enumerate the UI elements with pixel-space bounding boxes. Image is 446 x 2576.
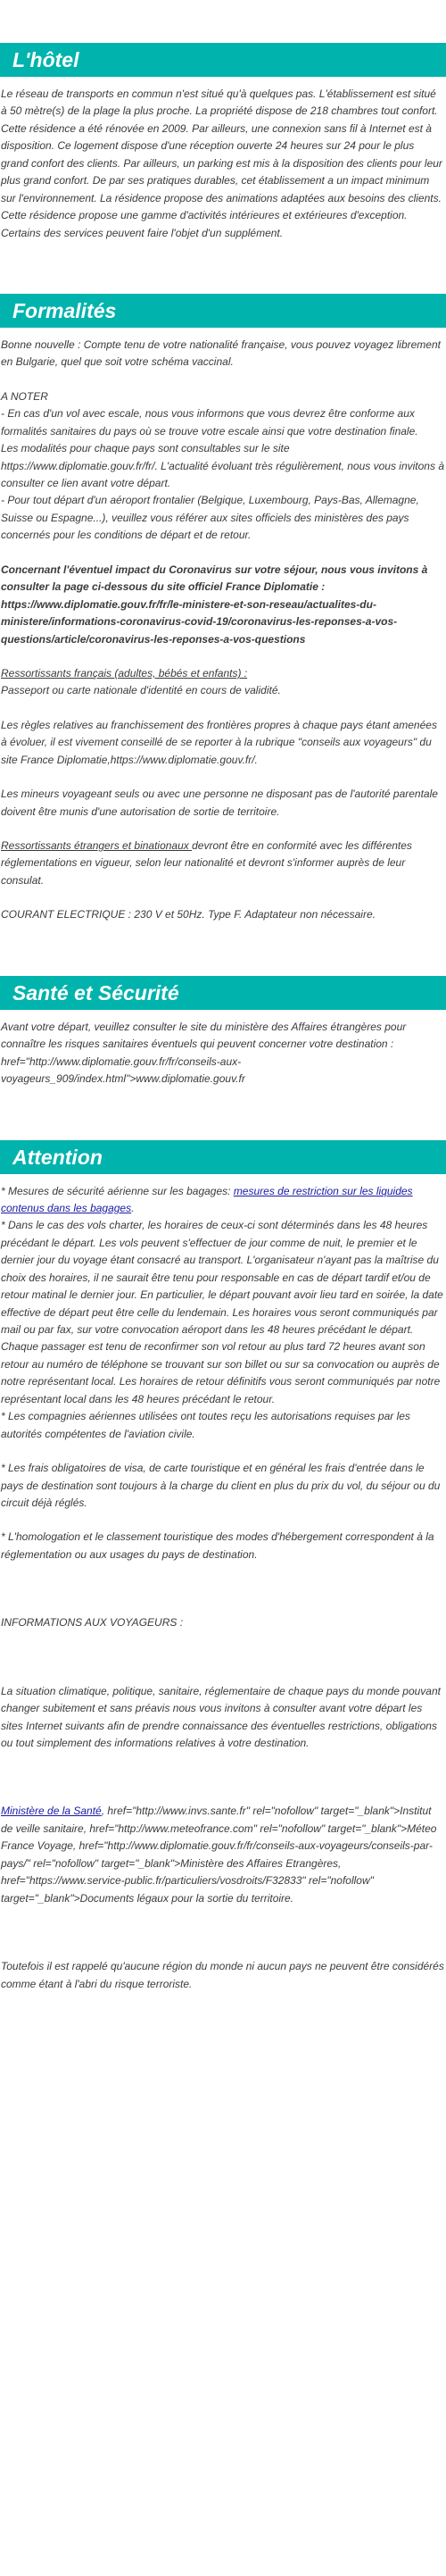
sante-title: Santé et Sécurité (0, 976, 446, 1010)
frais-obligatoires: * Les frais obligatoires de visa, de carte touristique et en général les frais d'entrée dans le pays de destination sont toujours à la charge du client en plus du prix du vol, du séjour ou du circuit déjà réglés. (1, 1462, 441, 1509)
hotel-description: Le réseau de transports en commun n'est situé qu'à quelques pas. L'établissement est situé à 50 mètre(s) de la plage la plus proche. La propriété dispose de 218 chambres tout confort. Cette résidence a été rénovée en 2009. Par ailleurs, une connexion sans fil à Internet est à disposition. Ce logement dispose d'une réception ouverte 24 heures sur 24 pour le plus grand confort des clients. Par ailleurs, un parking est mis à la disposition des clients pour leur plus grand confort. De par ses pratiques durables, cet établissement a un impact minimum sur l'environnement. La résidence propose des animations adaptées aux besoins des clients. Cette résidence propose une gamme d'activités intérieures et extérieures d'exception. Certains des services peuvent faire l'objet d'un supplément. (1, 88, 442, 239)
courant-electrique: COURANT ELECTRIQUE : 230 V et 50Hz. Type F. Adaptateur non nécessaire. (1, 908, 376, 921)
ressortissants-title: Ressortissants français (adultes, bébés et enfants) : (1, 666, 248, 679)
homologation: * L'homologation et le classement touristique des modes d'hébergement correspondent à la réglementation ou aux usages du pays de destination. (1, 1530, 434, 1561)
mesures-securite (1, 1183, 444, 1218)
vols-charter: * Dans le cas des vols charter, les horaires de ceux-ci sont déterminés dans les 48 heures précédant le départ. Les vols peuvent s'effectuer de jour comme de nuit, le premier et le dernier jour du voyage étant consacré au transport. L'organisateur n'ayant pas la maîtrise du choix des horaires, il ne saurait être tenu pour responsable en cas de départ tardif et/ou de retour matinal le dernier jour. En particulier, le départ pouvant avoir lieu tard en soirée, la date effective de départ peut être celle du lendemain. Les horaires vous seront communiqués par mail ou par fax, sur votre convocation aéroport dans les 48 heures précédant le départ. Chaque passager est tenu de reconfirmer son vol retour au plus tard 72 heures avant son retour au numéro de téléphone se trouvant sur son billet ou sur sa convocation ou auprès de notre représentant local. Les horaires de retour définitifs vous seront communiqués par notre représentant local dans les 48 heures précédant le retour. (1, 1219, 443, 1405)
sante-text: Avant votre départ, veuillez consulter le site du ministère des Affaires étrangères pour connaître les risques sanitaires éventuels qui peuvent concerner votre destination : href="http://www.diplomatie.gouv.fr/fr/conseils-aux-voyageurs_909/index.html">www.diplomatie.gouv.fr (1, 1020, 407, 1086)
covid-notice: Concernant l'éventuel impact du Coronavirus sur votre séjour, nous vous invitons à consulter la page ci-dessous du site officiel France Diplomatie : https://www.diplomatie.gouv.fr/fr/le-ministere-et-son-reseau/actualites-du-ministere/informations-coronavirus-covid-19/coronavirus-les-reponses-a-vos-questions/article/coronavirus-les-reponses-a-vos-questions (1, 563, 428, 646)
mesures-suffix: . (131, 1201, 135, 1214)
attention-title: Attention (0, 1140, 446, 1174)
hotel-title: L'hôtel (0, 43, 446, 77)
noter-line-1: - En cas d'un vol avec escale, nous vous informons que vous devrez être conforme aux formalités sanitaires du pays où se trouve votre escale ainsi que votre destination finale. (1, 407, 418, 438)
etrangers-notice (1, 838, 444, 889)
formalites-intro: Bonne nouvelle : Compte tenu de votre nationalité française, vous pouvez voyagez librement en Bulgarie, quel que soit votre schéma vaccinal. (1, 338, 441, 369)
noter-line-2: Les modalités pour chaque pays sont consultables sur le site https://www.diplomatie.gouv.fr/fr/. L'actualité évoluant très régulièrement, nous vous invitons à consulter ce lien avant votre départ. (1, 442, 444, 489)
hotel-section (0, 43, 446, 251)
mesures-prefix: * Mesures de sécurité aérienne sur les bagages: (1, 1184, 234, 1197)
mineurs-notice: Les mineurs voyageant seuls ou avec une personne ne disposant pas de l'autorité parentale doivent être munis d'une autorisation de sortie de territoire. (1, 788, 438, 818)
ministere-sante-link[interactable]: Ministère de la Santé (1, 1805, 102, 1818)
mesures-restriction-link[interactable]: mesures de restriction sur les liquides contenus dans les bagages (1, 1184, 413, 1214)
formalites-title: Formalités (0, 294, 446, 328)
formalites-section (0, 294, 446, 933)
ministere-links (1, 1803, 444, 1907)
attention-section (0, 1140, 446, 2038)
noter-line-3: - Pour tout départ d'un aéroport frontalier (Belgique, Luxembourg, Pays-Bas, Allemagne, Suisse ou Espagne...), veuillez vous référer aux sites officiels des ministères des pays concernés pour les conditions de départ et de retour. (1, 494, 419, 542)
rappel-terrorisme: Toutefois il est rappelé qu'aucune région du monde ni aucun pays ne peuvent être considérés comme étant à l'abri du risque terroriste. (1, 1960, 444, 1990)
noter-title: A NOTER (1, 389, 48, 403)
ministere-rest: , href="http://www.invs.sante.fr" rel="nofollow" target="_blank">Institut de veille sanitaire, href="http://www.meteofrance.com" rel="nofollow" target="_blank">Méteo France Voyage, href="http://www.diplomatie.gouv.fr/fr/conseils-aux-voyageurs/conseils-par-pays/" rel="nofollow" target="_blank">Ministère des Affaires Etrangères, href="https://www.service-public.fr/particuliers/vosdroits/F32833" rel="nofollow" target="_blank">Documents légaux pour la sortie du territoire. (1, 1805, 437, 1905)
regles-frontieres: Les règles relatives au franchissement des frontières propres à chaque pays étant amenées à évoluer, il est vivement conseillé de se reporter à la rubrique "conseils aux voyageurs" du site France Diplomatie,https://www.diplomatie.gouv.fr/. (1, 718, 437, 766)
ressortissants-text: Passeport ou carte nationale d'identité en cours de validité. (1, 684, 281, 697)
etrangers-title: Ressortissants étrangers et binationaux (1, 839, 193, 852)
etrangers-text: devront être en conformité avec les différentes réglementations en vigueur, selon leur nationalité et devront s'informer auprès de leur consulat. (1, 839, 412, 887)
situation-text: La situation climatique, politique, sanitaire, réglementaire de chaque pays du monde pouvant changer subitement et sans préavis nous vous invitons à consulter avant votre départ les sites Internet suivants afin de prendre connaissance des éventuelles restrictions, obligations ou tout simplement des informations relatives à votre destination. (1, 1684, 441, 1749)
infos-voyageurs-title: INFORMATIONS AUX VOYAGEURS : (1, 1616, 184, 1630)
sante-section (0, 976, 446, 1097)
compagnies-aeriennes: * Les compagnies aériennes utilisées ont toutes reçu les autorisations requises par les autorités compétentes de l'aviation civile. (1, 1410, 410, 1440)
